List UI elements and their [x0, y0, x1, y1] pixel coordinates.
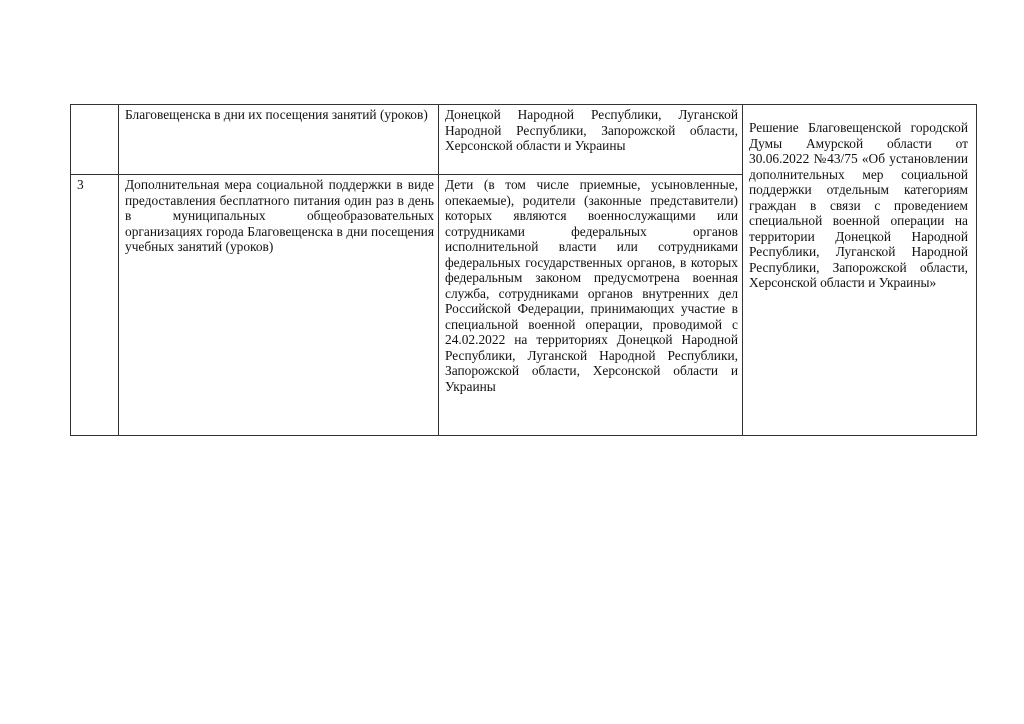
- support-measures-table: [70, 104, 977, 436]
- table-row: [71, 105, 977, 175]
- measure-cell: Благовещенска в дни их посещения занятий (уроков): [119, 105, 439, 175]
- measure-cell: Дополнительная мера социальной поддержки в виде предоставления бесплатного питания один раз в день в муниципальных общеобразовательных организациях города Благовещенска в дни посещения учебных занятий (уроков): [119, 175, 439, 436]
- row-number-cell: [71, 105, 119, 175]
- recipients-cell: Дети (в том числе приемные, усыновленные, опекаемые), родители (законные представители) которых являются военнослужащими или сотрудниками федеральных органов исполнительной власти или сотрудниками федеральных государственных органов, в которых федеральным законом предусмотрена военная служба, сотрудниками органов внутренних дел Российской Федерации, принимающих участие в специальной военной операции, проводимой с 24.02.2022 на территориях Донецкой Народной Республики, Луганской Народной Республики, Запорожской области, Херсонской области и Украины: [439, 175, 743, 436]
- recipients-cell: Донецкой Народной Республики, Луганской Народной Республики, Запорожской области, Херсонской области и Украины: [439, 105, 743, 175]
- legal-basis-cell: Решение Благовещенской городской Думы Амурской области от 30.06.2022 №43/75 «Об установлении дополнительных мер социальной поддержки отдельным категориям граждан в связи с проведением специальной военной операции на территории Донецкой Народной Республики, Луганской Народной Республики, Запорожской области, Херсонской области и Украины»: [743, 105, 977, 436]
- row-number-cell: 3: [71, 175, 119, 436]
